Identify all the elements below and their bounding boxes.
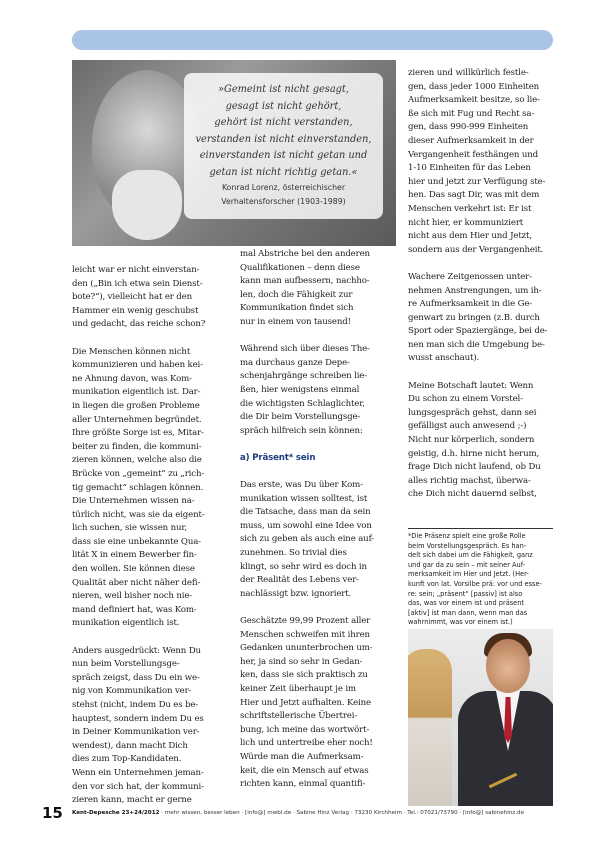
text-line: che Dich nicht dauernd selbst, <box>408 489 537 500</box>
text-line: bote?“), vielleicht hat er den <box>72 292 192 303</box>
text-line: Kommunikation findet sich <box>240 303 354 314</box>
text-line: Wenn ein Unternehmen jeman- <box>72 767 204 778</box>
text-line: Anders ausgedrückt: Wenn Du <box>72 645 201 656</box>
interview-head <box>486 639 530 693</box>
text-line: sondern aus der Vergangenheit. <box>408 244 544 255</box>
text-line: frage Dich nicht laufend, ob Du <box>408 462 541 473</box>
footnote-line: [aktiv] ist man dann, wenn man das <box>408 608 528 617</box>
text-line: türlich nicht, was sie da eigent- <box>72 509 205 520</box>
text-line: Sport oder Spaziergänge, bei de- <box>408 326 548 337</box>
text-line: die Tatsache, dass man da sein <box>240 507 371 518</box>
quote-line: verstanden ist nicht einverstanden, <box>195 133 372 145</box>
text-line: keit, die ein Mensch auf etwas <box>240 765 369 776</box>
text-line: Meine Botschaft lautet: Wenn <box>408 380 534 391</box>
footnote-line: wahrnimmt, was vor einem ist.) <box>408 618 513 627</box>
footer-publication: Kent-Depesche 23+24/2012 <box>72 810 160 816</box>
footnote <box>408 532 555 628</box>
text-line: zieren können, welche also die <box>72 455 202 466</box>
text-line: Du schon zu einem Vorstel- <box>408 394 523 405</box>
text-line: leicht war er nicht einverstan- <box>72 265 200 275</box>
footnote-line: re: sein; „präsent“ [passiv] ist also <box>408 589 523 598</box>
text-line: len, doch die Fähigkeit zur <box>240 289 353 300</box>
text-line: Menschen verkehrt ist: Er ist <box>408 203 532 214</box>
footnote-line: *Die Präsenz spielt eine große Rolle <box>408 532 526 540</box>
text-line: nehmen Anstrengungen, um ih- <box>408 285 542 296</box>
footnote-line: und gar da zu sein – mit seiner Auf- <box>408 560 526 569</box>
text-line: Während sich über dieses The- <box>240 344 370 355</box>
text-line: wusst anschaut). <box>408 353 480 364</box>
text-line: sich zu geben als auch eine auf- <box>240 534 375 545</box>
text-line: und gedacht, das reiche schon? <box>72 319 206 330</box>
text-line: Hier und Jetzt aufhalten. Keine <box>240 697 371 708</box>
text-line: Die Unternehmen wissen na- <box>72 496 195 507</box>
footnote-line: delt sich dabei um die Fähigkeit, ganz <box>408 551 533 560</box>
paragraph-gap <box>72 631 217 645</box>
footnote-line: beim Vorstellungsgespräch. Es han- <box>408 541 527 550</box>
text-line: Aufmerksamkeit besitze, so lie- <box>408 95 540 106</box>
text-line: muss, um sowohl eine Idee von <box>240 520 372 531</box>
paragraph-gap <box>72 332 217 346</box>
text-line: schenjahrgänge schreiben lie- <box>240 371 367 382</box>
footnote-line: merksamkeit im Hier und Jetzt. (Her- <box>408 570 529 579</box>
text-line: ße sich mit Fug und Recht sa- <box>408 108 535 119</box>
text-line: ma durchaus ganze Depe- <box>240 357 350 368</box>
text-line: re Aufmerksamkeit in die Ge- <box>408 299 533 310</box>
paragraph-gap <box>408 257 553 271</box>
text-column-2 <box>240 248 386 792</box>
page-number: 15 <box>42 804 63 822</box>
quote-author: Konrad Lorenz, österreichischer <box>221 183 346 192</box>
text-line: nun beim Vorstellungsge- <box>72 659 180 670</box>
text-line: hier und jetzt zur Verfügung ste- <box>408 176 546 187</box>
text-line: gefälligst auch anwesend ;-) <box>408 421 527 432</box>
text-line: munikation eigentlich ist. Dar- <box>72 387 201 398</box>
text-line: kommunizieren und haben kei- <box>72 360 203 371</box>
paragraph-gap <box>240 438 386 452</box>
text-line: Würde man die Aufmerksam- <box>240 751 364 762</box>
text-line: dies zum Top-Kandidaten. <box>72 754 182 765</box>
text-line: ßen, hier wenigstens einmal <box>240 384 360 395</box>
text-line: gen, dass 990-999 Einheiten <box>408 122 529 133</box>
text-line: Menschen schweifen mit ihren <box>240 629 370 640</box>
interview-photo <box>408 629 553 806</box>
text-line: den vor sich hat, der kommuni- <box>72 781 204 792</box>
paragraph-gap <box>408 366 553 380</box>
text-line: Hammer ein wenig geschubst <box>72 305 199 316</box>
text-line: richten kann, einmal quantifi- <box>240 779 366 790</box>
text-line: Qualität aber nicht näher defi- <box>72 577 201 588</box>
text-line: nicht hier, er kommuniziert <box>408 217 524 228</box>
text-line: dieser Aufmerksamkeit in der <box>408 135 534 146</box>
text-line: nig von Kommunikation ver- <box>72 686 192 697</box>
text-line: 1-10 Einheiten für das Leben <box>408 163 531 174</box>
text-line: hauptest, sondern indem Du es <box>72 713 204 724</box>
text-line: kann man aufbessern, nachho- <box>240 276 370 287</box>
text-line: der Realität des Lebens ver- <box>240 575 359 586</box>
text-line: stehst (nicht, indem Du es be- <box>72 700 199 710</box>
text-line: Brücke von „gemeint“ zu „rich- <box>72 468 205 479</box>
text-line: nieren, weil bisher noch nie- <box>72 591 193 602</box>
text-line: spräch hilfreich sein können: <box>240 425 363 436</box>
text-line: ne Ahnung davon, was Kom- <box>72 373 192 384</box>
quote-line: gesagt ist nicht gehört, <box>225 100 342 112</box>
text-line: schriftstellerische Übertrei- <box>240 711 358 722</box>
text-line: munikation eigentlich ist. <box>72 618 180 629</box>
text-line: lich und untertreibe eher noch! <box>240 738 373 749</box>
text-line: in Deiner Kommunikation ver- <box>72 727 200 738</box>
text-line: nur in einem von tausend! <box>240 316 351 327</box>
text-line: wendest), dann macht Dich <box>72 740 188 751</box>
text-line: genwart zu bringen (z.B. durch <box>408 312 540 323</box>
text-line: Das erste, was Du über Kom- <box>240 480 363 491</box>
text-line: den („Bin ich etwa sein Dienst- <box>72 278 203 289</box>
text-line: alles richtig machst, überwa- <box>408 475 531 486</box>
text-line: klingt, so sehr wird es doch in <box>240 561 367 572</box>
text-column-1 <box>72 264 217 808</box>
footnote-line: kunft von lat. Vorsilbe prä: vor und esse- <box>408 579 542 588</box>
text-line: Gedanken ununterbrochen um- <box>240 643 373 654</box>
text-line: geistig, d.h. hirne nicht herum, <box>408 448 540 459</box>
text-line: tig gemacht“ schlagen können. <box>72 482 204 493</box>
text-line: nen man sich die Umgebung be- <box>408 339 545 350</box>
section-heading: a) Präsent* sein <box>240 452 316 463</box>
portrait-beard <box>112 170 182 240</box>
text-line: Geschätzte 99,99 Prozent aller <box>240 616 371 627</box>
text-line: nachlässigt bzw. ignoriert. <box>240 588 352 599</box>
quote-box <box>184 73 383 219</box>
text-line: Wachere Zeitgenossen unter- <box>408 271 532 282</box>
text-line: mal Abstriche bei den anderen <box>240 249 370 259</box>
header-bar <box>72 30 553 50</box>
quote-line: »Gemeint ist nicht gesagt, <box>218 84 349 95</box>
text-line: Qualifikationen – denn diese <box>240 262 360 273</box>
quote-line: getan ist nicht richtig getan.« <box>209 166 358 178</box>
text-line: lich suchen, sie wissen nur, <box>72 523 187 534</box>
text-line: zunehmen. So trivial dies <box>240 548 347 559</box>
text-line: mand definiert hat, was Kom- <box>72 604 197 615</box>
text-line: gen, dass jeder 1000 Einheiten <box>408 81 540 92</box>
interview-woman <box>408 649 452 806</box>
text-line: Die Menschen können nicht <box>72 346 191 357</box>
text-line: Nicht nur körperlich, sondern <box>408 435 535 446</box>
footnote-line: das, was vor einem ist und präsent <box>408 599 524 608</box>
text-line: munikation wissen solltest, ist <box>240 493 368 504</box>
text-line: die Dir beim Vorstellungsge- <box>240 412 361 423</box>
text-line: lität X in einem Bewerber fin- <box>72 550 197 561</box>
text-line: her, ja sind so sehr in Gedan- <box>240 656 363 667</box>
page-footer <box>0 804 595 824</box>
text-line: aller Unternehmen begründet. <box>72 414 202 425</box>
text-line: beiter zu finden, die kommuni- <box>72 441 202 452</box>
paragraph-gap <box>240 330 386 344</box>
text-line: Ihre größte Sorge ist es, Mitar- <box>72 428 204 439</box>
text-line: hen. Das sagt Dir, was mit dem <box>408 190 540 201</box>
text-line: in liegen die großen Probleme <box>72 400 200 411</box>
footnote-divider <box>408 528 553 529</box>
text-line: den wollen. Sie können diese <box>72 564 195 575</box>
text-line: ken, dass sie sich praktisch zu <box>240 670 368 681</box>
text-line: Vergangenheit festhängen und <box>408 149 538 160</box>
text-line: zieren und willkürlich festle- <box>408 68 529 78</box>
text-line: nicht aus dem Hier und Jetzt, <box>408 231 532 242</box>
footer-text <box>72 810 524 816</box>
paragraph-gap <box>240 466 386 480</box>
text-line: keiner Zeit überhaupt je im <box>240 684 356 694</box>
text-line: spräch zeigst, dass Du ein we- <box>72 672 200 683</box>
text-column-3 <box>408 67 553 502</box>
quote-line: einverstanden ist nicht getan und <box>199 150 368 161</box>
quote-line: gehört ist nicht verstanden, <box>214 117 353 128</box>
quote-author: Verhaltensforscher (1903-1989) <box>221 196 346 206</box>
text-line: zieren kann, macht er gerne <box>72 795 192 806</box>
footer-details: · mehr wissen, besser leben · [info@] mwbl.de · Sabine Hinz Verlag · 73230 Kirchheim · Tel.: 07021/73790 · [info@] sabinehinz.de <box>159 810 525 816</box>
text-line: lungsgespräch gehst, dann sei <box>408 407 537 418</box>
text-line: bung, ich meine das wortwört- <box>240 724 370 735</box>
text-line: die wichtigsten Schlaglichter, <box>240 398 365 409</box>
paragraph-gap <box>240 601 386 615</box>
text-line: dass sie eine unbekannte Qua- <box>72 536 201 547</box>
